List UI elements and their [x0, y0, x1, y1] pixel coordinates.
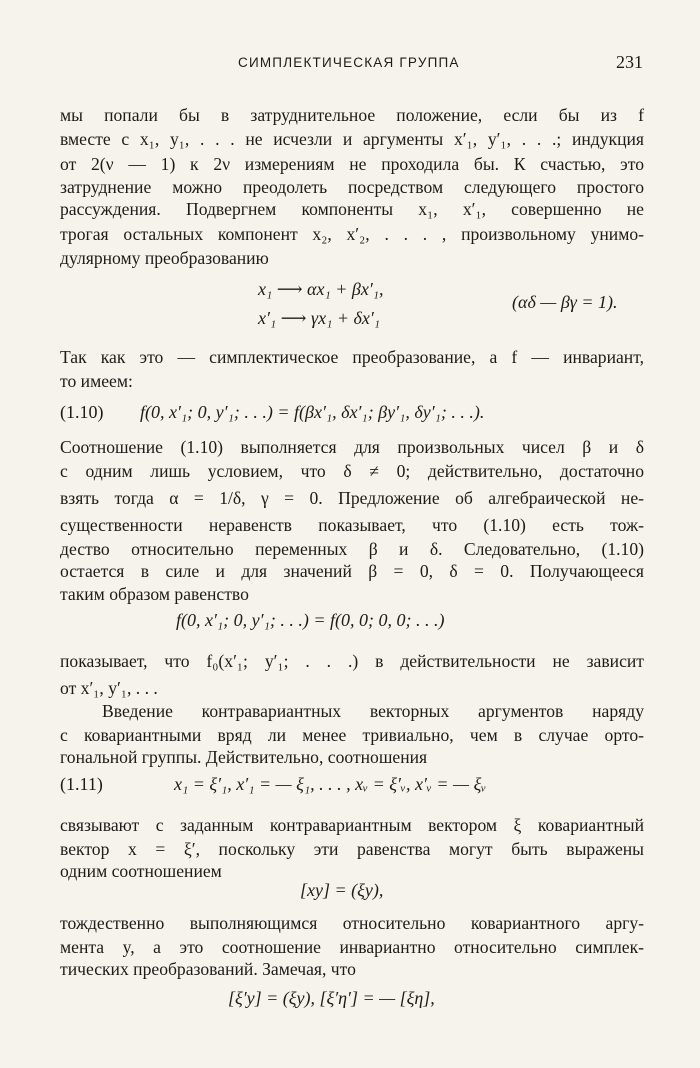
text-line: мента y, а это соотношение инвариантно относительно симплек- [60, 937, 644, 957]
text-line: дество относительно переменных β и δ. Следовательно, (1.10) [60, 539, 644, 559]
text-line: вектор x = ξ′, поскольку эти равенства могут быть выражены [60, 839, 644, 859]
text-line: то имеем: [60, 371, 133, 391]
equation-1-11: x₁ = ξ′₁, x′₁ = — ξ₁, . . . , xᵥ = ξ′ᵥ, x′ᵥ = — ξᵥ [174, 774, 487, 794]
transform-line-2: x′₁ ⟶ γx₁ + δx′₁ [258, 308, 381, 328]
text-line: рассуждения. Подвергнем компоненты x₁, x′₁, совершенно не [60, 199, 644, 219]
text-line: от x′₁, y′₁, . . . [60, 678, 158, 698]
text-line: Соотношение (1.10) выполняется для произвольных чисел β и δ [60, 437, 644, 457]
text-line: от 2(ν — 1) к 2ν измерениям не проходила бы. К счастью, это [60, 154, 644, 174]
text-line: существенности неравенств показывает, что (1.10) есть тож- [60, 515, 644, 535]
text-line: гональной группы. Действительно, соотношения [60, 747, 428, 767]
equation-bracket: [xy] = (ξy), [300, 880, 384, 900]
transform-line-1: x₁ ⟶ αx₁ + βx′₁, [258, 279, 384, 299]
text-line: затруднение можно преодолеть посредством следующего простого [60, 177, 644, 197]
text-line: Введение контравариантных векторных аргументов наряду [102, 701, 644, 721]
text-line: связывают с заданным контравариантным вектором ξ ковариантный [60, 815, 644, 835]
transform-condition: (αδ — βγ = 1). [512, 292, 618, 312]
text-line: с одним лишь условием, что δ ≠ 0; действительно, достаточно [60, 461, 644, 481]
text-line: мы попали бы в затруднительное положение, если бы из f [60, 105, 644, 125]
text-line: таким образом равенство [60, 584, 249, 604]
equation-number-1-11: (1.11) [60, 774, 103, 794]
equation-1-10: f(0, x′₁; 0, y′₁; . . .) = f(βx′₁, δx′₁; βy′₁, δy′₁; . . .). [140, 402, 485, 422]
text-line: Так как это — симплектическое преобразование, а f — инвариант, [60, 347, 644, 367]
text-line: дулярному преобразованию [60, 248, 269, 268]
text-line: вместе с x₁, y₁, . . . не исчезли и аргументы x′₁, y′₁, . . .; индукция [60, 129, 644, 149]
text-line: показывает, что f₀(x′₁; y′₁; . . .) в действительности не зависит [60, 651, 644, 671]
text-line: с ковариантными вряд ли менее тривиально, чем в случае орто- [60, 725, 644, 745]
text-line: взять тогда α = 1/δ, γ = 0. Предложение об алгебраической не- [60, 488, 644, 508]
text-line: трогая остальных компонент x₂, x′₂, . . . , произвольному унимо- [60, 224, 644, 244]
page-number: 231 [616, 52, 643, 72]
text-line: остается в силе и для значений β = 0, δ = 0. Получающееся [60, 561, 644, 581]
text-line: тических преобразований. Замечая, что [60, 959, 356, 979]
equation-substituted: f(0, x′₁; 0, y′₁; . . .) = f(0, 0; 0, 0; . . .) [176, 610, 445, 630]
text-line: одним соотношением [60, 861, 222, 881]
running-head: СИМПЛЕКТИЧЕСКАЯ ГРУППА [238, 55, 460, 70]
equation-symplectic-identities: [ξ′y] = (ξy), [ξ′η′] = — [ξη], [228, 988, 435, 1008]
equation-number-1-10: (1.10) [60, 402, 104, 422]
text-line: тождественно выполняющимся относительно ковариантного аргу- [60, 913, 644, 933]
